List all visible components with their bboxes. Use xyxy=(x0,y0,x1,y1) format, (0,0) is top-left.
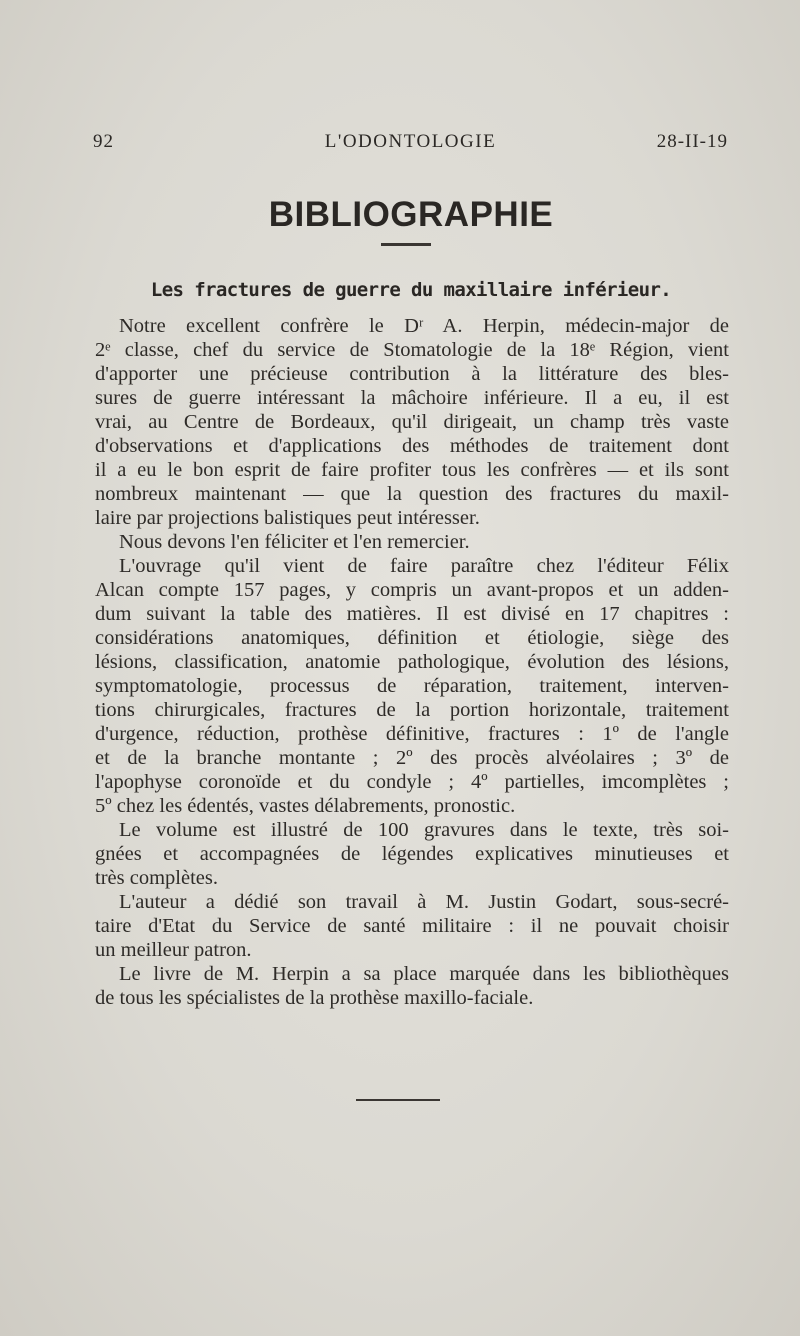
body-line: taire d'Etat du Service de santé militaire : il ne pouvait choisir xyxy=(95,915,729,937)
body-line: symptomatologie, processus de réparation, traitement, interven- xyxy=(95,675,729,697)
body-line: Notre excellent confrère le Dʳ A. Herpin, médecin-major de xyxy=(119,315,729,337)
body-line: l'apophyse coronoïde et du condyle ; 4º partielles, imcomplètes ; xyxy=(95,771,729,793)
article-body xyxy=(95,314,729,1010)
body-line: Le livre de M. Herpin a sa place marquée dans les bibliothèques xyxy=(119,963,729,985)
body-line: d'apporter une précieuse contribution à la littérature des bles- xyxy=(95,363,729,385)
section-title: BIBLIOGRAPHIE xyxy=(268,195,554,234)
body-line: tions chirurgicales, fractures de la portion horizontale, traitement xyxy=(95,699,729,721)
body-line: nombreux maintenant — que la question des fractures du maxil- xyxy=(95,483,729,505)
journal-title: L'ODONTOLOGIE xyxy=(324,131,497,152)
body-line: vrai, au Centre de Bordeaux, qu'il dirigeait, un champ très vaste xyxy=(95,411,729,433)
body-line: Alcan compte 157 pages, y compris un avant-propos et un adden- xyxy=(95,579,729,601)
end-rule xyxy=(356,1099,440,1101)
body-line: il a eu le bon esprit de faire profiter tous les confrères — et ils sont xyxy=(95,459,729,481)
body-line: d'observations et d'applications des méthodes de traitement dont xyxy=(95,435,729,457)
body-line: dum suivant la table des matières. Il est divisé en 17 chapitres : xyxy=(95,603,729,625)
page-number: 92 xyxy=(93,131,114,152)
running-head xyxy=(93,131,728,157)
body-line: Nous devons l'en féliciter et l'en remercier. xyxy=(119,531,470,553)
body-line: sures de guerre intéressant la mâchoire inférieure. Il a eu, il est xyxy=(95,387,729,409)
body-line: gnées et accompagnées de légendes explicatives minutieuses et xyxy=(95,843,729,865)
body-line: Le volume est illustré de 100 gravures dans le texte, très soi- xyxy=(119,819,729,841)
issue-date: 28-II-19 xyxy=(656,131,728,152)
body-line: et de la branche montante ; 2º des procès alvéolaires ; 3º de xyxy=(95,747,729,769)
body-line: L'ouvrage qu'il vient de faire paraître chez l'éditeur Félix xyxy=(119,555,729,577)
body-line: de tous les spécialistes de la prothèse maxillo-faciale. xyxy=(95,987,534,1009)
body-line: 5º chez les édentés, vastes délabrements, pronostic. xyxy=(95,795,516,817)
body-line: considérations anatomiques, définition et étiologie, siège des xyxy=(95,627,729,649)
body-line: 2ᵉ classe, chef du service de Stomatologie de la 18ᵉ Région, vient xyxy=(95,339,729,361)
body-line: un meilleur patron. xyxy=(95,939,252,961)
body-line: très complètes. xyxy=(95,867,218,889)
body-line: lésions, classification, anatomie pathologique, évolution des lésions, xyxy=(95,651,729,673)
body-line: L'auteur a dédié son travail à M. Justin Godart, sous-secré- xyxy=(119,891,729,913)
title-rule xyxy=(381,243,431,246)
article-title: Les fractures de guerre du maxillaire inférieur. xyxy=(150,279,672,301)
body-line: d'urgence, réduction, prothèse définitive, fractures : 1º de l'angle xyxy=(95,723,729,745)
body-line: laire par projections balistiques peut intéresser. xyxy=(95,507,480,529)
